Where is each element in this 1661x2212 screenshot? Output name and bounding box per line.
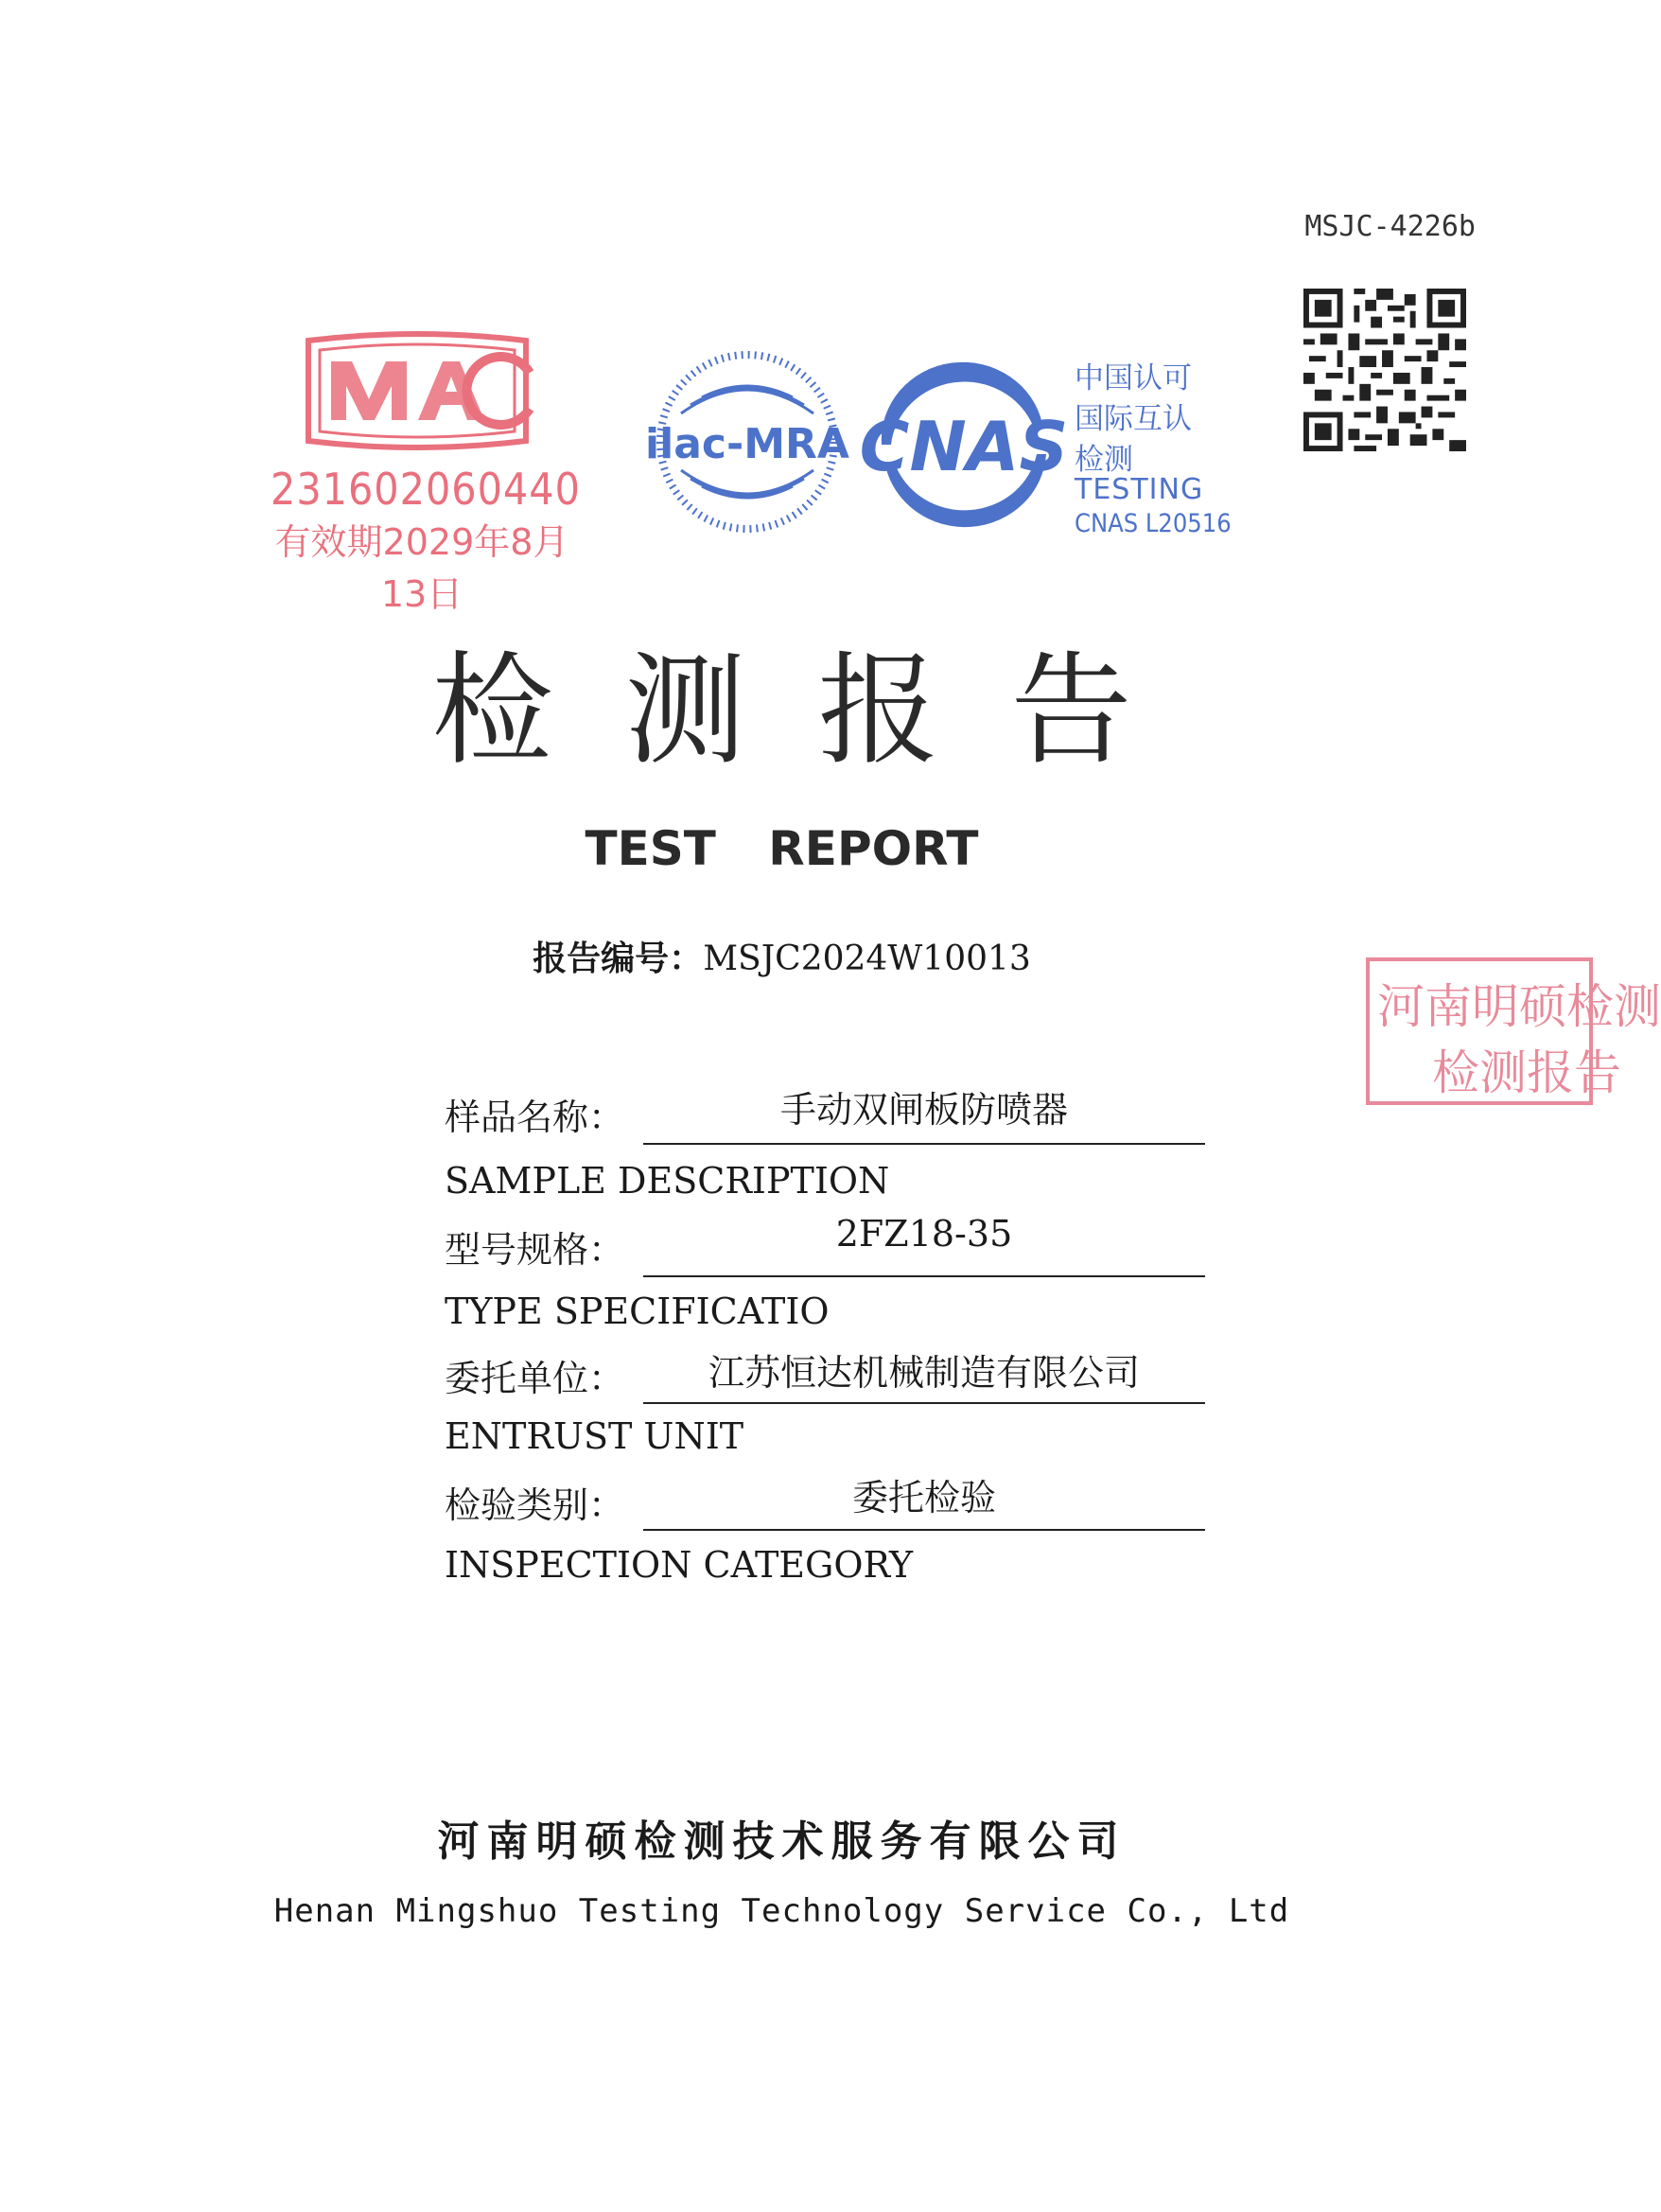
cma-logo [293,333,541,448]
company-name-cn: 河南明硕检测技术服务有限公司 [437,1817,1127,1866]
field-label-category: 检验类别： [445,1484,625,1526]
cnas-mark: CNAS [859,407,1069,486]
field-label-entrust: 委托单位： [445,1358,625,1399]
seal-line2: 检测报告 [1432,1045,1621,1100]
qr-code-icon [1303,286,1466,454]
field-value-category: 委托检验 [851,1477,996,1519]
field-en-type: TYPE SPECIFICATIO [445,1290,830,1332]
field-value-entrust: 江苏恒达机械制造有限公司 [708,1352,1140,1394]
field-label-sample: 样品名称： [445,1097,625,1138]
ilac-mark: ilac-MRA [645,420,849,468]
report-number [0,932,1564,980]
title-en: TEST REPORT [585,821,979,876]
report-number-label: 报告编号： [533,939,704,978]
form-code: MSJC-4226b [1304,210,1476,243]
field-en-category: INSPECTION CATEGORY [445,1544,914,1586]
company-name-en: Henan Mingshuo Testing Technology Service Co., Ltd [273,1892,1290,1930]
cnas-code: CNAS L20516 [1075,509,1232,538]
field-underline [643,1402,1205,1404]
cnas-line2: 国际互认 [1075,402,1192,436]
cnas-line1: 中国认可 [1075,361,1192,395]
title-cn: 检测报告 [431,641,1204,781]
cnas-logo [848,360,1080,530]
cnas-testing: TESTING [1075,473,1204,506]
ilac-mra-logo [645,342,849,541]
field-underline [643,1143,1205,1145]
cma-validity: 有效期2029年8月13日 [274,521,569,615]
field-underline [643,1529,1205,1531]
report-number-value: MSJC2024W10013 [703,939,1031,978]
field-value-type: 2FZ18-35 [835,1213,1013,1255]
field-value-sample: 手动双闸板防喷器 [779,1089,1068,1131]
cnas-line3: 检测 [1075,443,1133,477]
field-label-type: 型号规格： [445,1229,625,1271]
seal-line1: 河南明硕检测 [1377,979,1661,1034]
field-underline [643,1275,1205,1277]
field-en-entrust: ENTRUST UNIT [445,1415,744,1457]
field-en-sample: SAMPLE DESCRIPTION [445,1160,890,1202]
cma-number: 231602060440 [271,464,581,515]
